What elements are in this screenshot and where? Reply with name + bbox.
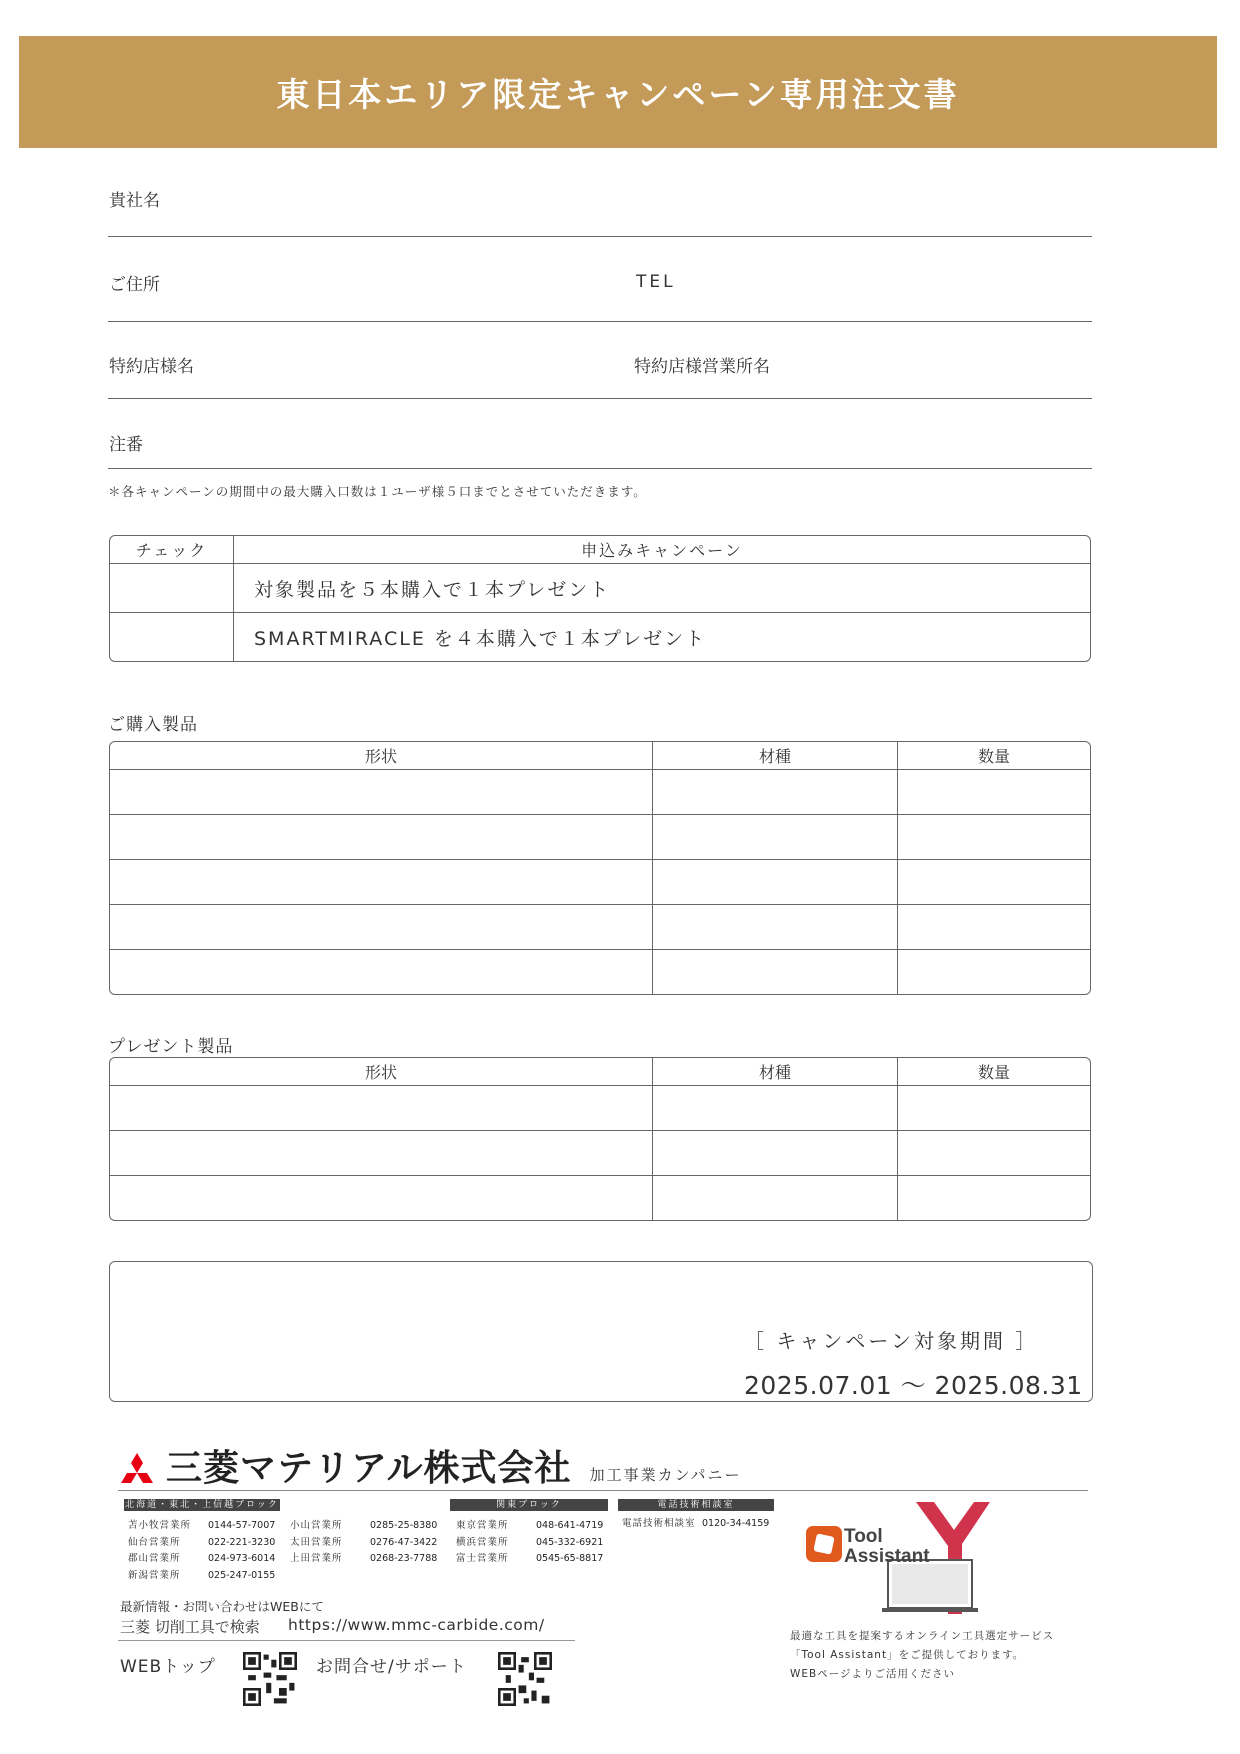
qr-code-icon[interactable] (498, 1652, 552, 1706)
svg-text:Assistant: Assistant (844, 1546, 930, 1567)
period-dates: 2025.07.01 ～ 2025.08.31 (744, 1371, 1083, 1400)
ta-desc: 最適な工具を提案するオンライン工具選定サービス (790, 1630, 1055, 1642)
web-top-label: WEBトップ (120, 1657, 216, 1677)
quantity-header: 数量 (898, 742, 1090, 770)
office-item: 上田営業所 0268-23-7788 (290, 1553, 438, 1564)
shape-cell[interactable] (110, 860, 653, 905)
grade-cell[interactable] (653, 1086, 898, 1131)
grade-cell[interactable] (653, 950, 898, 994)
shape-cell[interactable] (110, 770, 653, 815)
company-name: 三菱マテリアル株式会社 (166, 1448, 572, 1489)
check-cell[interactable] (110, 564, 234, 613)
office-item: 新潟営業所 025-247-0155 (128, 1570, 276, 1581)
campaign-header: 申込みキャンペーン (234, 536, 1090, 564)
grade-cell[interactable] (653, 860, 898, 905)
purchase-limit-note: ＊各キャンペーンの期間中の最大購入口数は１ユーザ様５口までとさせていただきます。 (108, 484, 647, 499)
campaign-name: 対象製品を５本購入で１本プレゼント (234, 564, 1090, 613)
region-tech: 電話技術相談室 (618, 1499, 774, 1511)
quantity-cell[interactable] (898, 1086, 1090, 1131)
shape-cell[interactable] (110, 1086, 653, 1131)
grade-cell[interactable] (653, 1131, 898, 1176)
shape-cell[interactable] (110, 815, 653, 860)
grade-cell[interactable] (653, 770, 898, 815)
grade-cell[interactable] (653, 1176, 898, 1220)
three-diamonds-icon (116, 1453, 158, 1491)
quantity-cell[interactable] (898, 1131, 1090, 1176)
office-item: 東京営業所 048-641-4719 (456, 1520, 604, 1531)
table-row (110, 950, 1090, 994)
quantity-cell[interactable] (898, 1176, 1090, 1220)
campaign-row (110, 564, 1090, 613)
ta-desc: 「Tool Assistant」をご提供しております。 (790, 1649, 1025, 1661)
svg-text:Tool: Tool (844, 1526, 883, 1547)
grade-cell[interactable] (653, 905, 898, 950)
header-banner (19, 36, 1217, 148)
office-item: 太田営業所 0276-47-3422 (290, 1537, 438, 1548)
present-table (109, 1057, 1091, 1221)
office-item: 小山営業所 0285-25-8380 (290, 1520, 438, 1531)
grade-header: 材種 (653, 1058, 898, 1086)
period-label: ［ キャンペーン対象期間 ］ (744, 1329, 1039, 1353)
company-line[interactable] (108, 236, 1092, 237)
campaign-name: SMARTMIRACLE を４本購入で１本プレゼント (254, 627, 707, 650)
web-search-text: 三菱 切削工具で検索 (120, 1618, 260, 1636)
dealer-line[interactable] (108, 398, 1092, 399)
table-row (110, 815, 1090, 860)
grade-cell[interactable] (653, 815, 898, 860)
order-no-label: 注番 (109, 435, 143, 455)
office-item: 富士営業所 0545-65-8817 (456, 1553, 604, 1564)
company-label: 貴社名 (109, 191, 160, 211)
address-label: ご住所 (109, 275, 160, 295)
quantity-cell[interactable] (898, 905, 1090, 950)
office-item: 仙台営業所 022-221-3230 (128, 1537, 276, 1548)
campaign-table (109, 535, 1091, 662)
quantity-cell[interactable] (898, 815, 1090, 860)
shape-header: 形状 (110, 742, 653, 770)
shape-header: 形状 (110, 1058, 653, 1086)
shape-cell[interactable] (110, 950, 653, 994)
quantity-cell[interactable] (898, 770, 1090, 815)
shape-cell[interactable] (110, 1176, 653, 1220)
grade-header: 材種 (653, 742, 898, 770)
dealer-label: 特約店様名 (109, 357, 194, 377)
table-row (110, 905, 1090, 950)
purchase-section-title: ご購入製品 (108, 715, 198, 735)
table-row (110, 860, 1090, 905)
web-divider (118, 1640, 575, 1641)
campaign-row (110, 613, 1090, 661)
office-item: 苫小牧営業所 0144-57-7007 (128, 1520, 276, 1531)
table-row (110, 770, 1090, 815)
region-kanto: 関東ブロック (450, 1499, 608, 1511)
web-url[interactable]: https://www.mmc-carbide.com/ (288, 1616, 545, 1634)
table-row (110, 1086, 1090, 1131)
ta-desc: WEBページよりご活用ください (790, 1668, 956, 1680)
quantity-cell[interactable] (898, 950, 1090, 994)
present-section-title: プレゼント製品 (108, 1037, 234, 1057)
region-tohoku: 北海道・東北・上信越ブロック (125, 1500, 279, 1510)
contact-label: お問合せ/サポート (316, 1657, 467, 1677)
check-cell[interactable] (110, 613, 234, 661)
page-title: 東日本エリア限定キャンペーン専用注文書 (276, 74, 960, 114)
web-note: 最新情報・お問い合わせはWEBにて (120, 1599, 324, 1614)
table-row (110, 1176, 1090, 1220)
tool-assistant-logo[interactable] (804, 1502, 990, 1614)
dealer-office-label: 特約店様営業所名 (634, 357, 770, 377)
logo-divider (118, 1490, 1088, 1491)
quantity-header: 数量 (898, 1058, 1090, 1086)
tech-support: 電話技術相談室 0120-34-4159 (622, 1518, 770, 1529)
office-item: 郡山営業所 024-973-6014 (128, 1553, 276, 1564)
company-division: 加工事業カンパニー (589, 1466, 742, 1484)
tel-label: TEL (636, 272, 676, 292)
purchase-table (109, 741, 1091, 995)
check-header: チェック (110, 536, 234, 564)
company-logo (116, 1440, 742, 1491)
office-item: 横浜営業所 045-332-6921 (456, 1537, 604, 1548)
shape-cell[interactable] (110, 905, 653, 950)
address-line[interactable] (108, 321, 1092, 322)
qr-code-icon[interactable] (243, 1652, 297, 1706)
table-row (110, 1131, 1090, 1176)
order-no-line[interactable] (108, 468, 1092, 469)
shape-cell[interactable] (110, 1131, 653, 1176)
quantity-cell[interactable] (898, 860, 1090, 905)
